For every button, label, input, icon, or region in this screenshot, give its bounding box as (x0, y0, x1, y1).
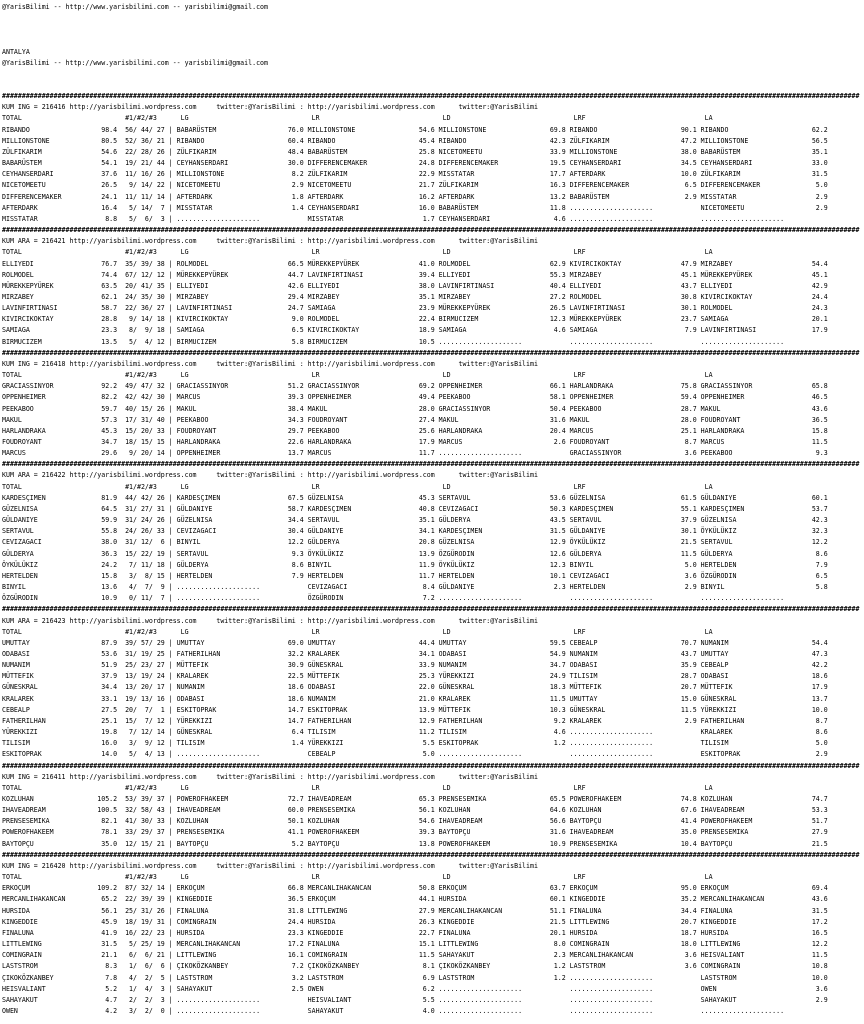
table-row: ODABASI 53.6 31/ 19/ 25 | FATHERILHAN 32.2 KRALAREK 34.1 ODABASI 54.9 NUMANIM 43.7 UMUTTAY 47.3 (2, 649, 832, 658)
separator-line: ######################################################################################################################################################################################################################## (2, 348, 860, 357)
section-header: KUM ING = 216418 http://yarisbilimi.wordpress.com twitter:@YarisBilimi : http://yarisbilimi.wordpress.com twitter:@YarisBilimi (2, 359, 538, 368)
column-header-line: TOTAL #1/#2/#3 LG LR LD LRF LA (2, 783, 713, 792)
blank-line (2, 80, 864, 91)
table-row: MARCUS 29.6 9/ 20/ 14 | OPPENHEIMER 13.7 MARCUS 11.7 ..................... GRACIASSINYOR 3.6 PEEKABOO 9.3 (2, 449, 832, 458)
table-row: HARLANDRAKA 45.3 15/ 20/ 33 | FOUDROYANT 29.7 PEEKABOO 25.6 HARLANDRAKA 20.4 MARCUS 25.1 HARLANDRAKA 15.8 (2, 426, 832, 435)
table-row: MIRZABEY 62.1 24/ 35/ 30 | MIRZABEY 29.4 MIRZABEY 35.1 MIRZABEY 27.2 ROLMODEL 30.8 KIVIRCIKOKTAY 24.4 (2, 292, 832, 301)
table-row: IHAVEADREAM 100.5 32/ 58/ 43 | IHAVEADREAM 60.0 PRENSESEMIKA 56.1 KOZLUHAN 64.6 KOZLUHAN 67.6 IHAVEADREAM 53.3 (2, 806, 832, 815)
table-row: ELLIYEDI 76.7 35/ 39/ 38 | ROLMODEL 66.5 MÜREKKEPYÜREK 41.0 ROLMODEL 62.9 KIVIRCIKOKTAY 47.9 MIRZABEY 54.4 (2, 259, 832, 268)
table-row: ÖYKÜLÜKIZ 24.2 7/ 11/ 18 | GÜLDERYA 8.6 BINYIL 11.9 ÖYKÜLÜKIZ 12.3 BINYIL 5.0 HERTELDEN 7.9 (2, 560, 832, 569)
table-row: SERTAVUL 55.8 24/ 26/ 33 | CEVIZAGACI 30.4 GÜLDANIYE 34.1 KARDESÇIMEN 31.5 GÜLDANIYE 30.1 ÖYKÜLÜKIZ 32.3 (2, 527, 832, 536)
table-row: ÇIKOKÖZKANBEY 7.8 4/ 2/ 5 | LASTSTROM 3.2 LASTSTROM 6.9 LASTSTROM 1.2 ..................... LASTSTROM 10.0 (2, 973, 832, 982)
contact-line-top: @YarisBilimi -- http://www.yarisbilimi.com -- yarisbilimi@gmail.com (2, 3, 268, 11)
table-row: CEBEALP 27.5 20/ 7/ 1 | ESKITOPRAK 14.7 ESKITOPRAK 13.9 MÜTTEFIK 10.3 GÜNESKRAL 11.5 YÜREKKIZI 10.0 (2, 705, 832, 714)
section-header: KUM ARA = 216421 http://yarisbilimi.wordpress.com twitter:@YarisBilimi : http://yarisbilimi.wordpress.com twitter:@YarisBilimi (2, 237, 538, 246)
table-row: OPPENHEIMER 82.2 42/ 42/ 30 | MARCUS 39.3 OPPENHEIMER 49.4 PEEKABOO 58.1 OPPENHEIMER 59.4 OPPENHEIMER 46.5 (2, 393, 832, 402)
section-header: KUM ING = 216416 http://yarisbilimi.wordpress.com twitter:@YarisBilimi : http://yarisbilimi.wordpress.com twitter:@YarisBilimi (2, 103, 538, 112)
separator-line: ######################################################################################################################################################################################################################## (2, 92, 860, 101)
column-header-line: TOTAL #1/#2/#3 LG LR LD LRF LA (2, 627, 713, 636)
table-row: KOZLUHAN 105.2 53/ 39/ 37 | POWEROFHAKEEM 72.7 IHAVEADREAM 65.3 PRENSESEMIKA 65.5 POWEROFHAKEEM 74.8 KOZLUHAN 74.7 (2, 795, 832, 804)
blank-line (2, 13, 864, 24)
column-header-line: TOTAL #1/#2/#3 LG LR LD LRF LA (2, 873, 713, 882)
table-row: NICETOMEETU 26.5 9/ 14/ 22 | NICETOMEETU 2.9 NICETOMEETU 21.7 ZÜLFIKARIM 16.3 DIFFERENCEMAKER 6.5 DIFFERENCEMAKER 5.0 (2, 181, 832, 190)
table-row: POWEROFHAKEEM 78.1 33/ 29/ 37 | PRENSESEMIKA 41.1 POWEROFHAKEEM 39.3 BAYTOPÇU 31.6 IHAVEADREAM 35.0 PRENSESEMIKA 27.9 (2, 828, 832, 837)
table-row: KIVIRCIKOKTAY 28.8 9/ 14/ 18 | KIVIRCIKOKTAY 9.0 ROLMODEL 22.4 BIRMUCIZEM 12.3 MÜREKKEPYÜREK 23.7 SAMIAGA 20.1 (2, 315, 832, 324)
table-row: FINALUNA 41.9 16/ 22/ 23 | HURSIDA 23.3 KINGEDDIE 22.7 FINALUNA 20.1 HURSIDA 18.7 HURSIDA 16.5 (2, 928, 832, 937)
table-row: AFTERDARK 16.4 5/ 14/ 7 | MISSTATAR 1.4 CEYHANSERDARI 16.0 BABARÜSTEM 11.8 ..................... NICETOMEETU 2.9 (2, 203, 832, 212)
table-row: NUMANIM 51.9 25/ 23/ 27 | MÜTTEFIK 30.9 GÜNESKRAL 33.9 NUMANIM 34.7 ODABASI 35.9 CEBEALP 42.2 (2, 661, 832, 670)
separator-line: ######################################################################################################################################################################################################################## (2, 226, 860, 235)
blank-line (2, 35, 864, 46)
table-row: CEVIZAGACI 38.0 31/ 12/ 6 | BINYIL 12.2 GÜLDERYA 20.8 GÜZELNISA 12.9 ÖYKÜLÜKIZ 21.5 SERTAVUL 12.2 (2, 538, 832, 547)
table-row: GÜZELNISA 64.5 31/ 27/ 31 | GÜLDANIYE 58.7 KARDESÇIMEN 40.8 CEVIZAGACI 50.3 KARDESÇIMEN 55.1 KARDESÇIMEN 53.7 (2, 504, 832, 513)
table-row: HERTELDEN 15.8 3/ 8/ 15 | HERTELDEN 7.9 HERTELDEN 11.7 HERTELDEN 10.1 CEVIZAGACI 3.6 ÖZGÜRODIN 6.5 (2, 571, 832, 580)
table-row: GÜNESKRAL 34.4 13/ 20/ 17 | NUMANIM 18.6 ODABASI 22.0 GÜNESKRAL 18.3 MÜTTEFIK 20.7 MÜTTEFIK 17.9 (2, 683, 832, 692)
table-row: MÜTTEFIK 37.9 13/ 19/ 24 | KRALAREK 22.5 MÜTTEFIK 25.3 YÜREKKIZI 24.9 TILISIM 28.7 ODABASI 18.6 (2, 672, 832, 681)
sections-container (2, 91, 864, 1017)
table-row: COMINGRAIN 21.1 6/ 6/ 21 | LITTLEWING 16.1 COMINGRAIN 11.5 SAHAYAKUT 2.3 MERCANLIHAKANCAN 3.6 HEISVALIANT 11.5 (2, 951, 832, 960)
table-row: MERCANLIHAKANCAN 65.2 22/ 39/ 39 | KINGEDDIE 36.5 ERKOÇUM 44.1 HURSIDA 60.1 KINGEDDIE 35.2 MERCANLIHAKANCAN 43.6 (2, 895, 832, 904)
table-row: SAMIAGA 23.3 8/ 9/ 18 | SAMIAGA 6.5 KIVIRCIKOKTAY 18.9 SAMIAGA 4.6 SAMIAGA 7.9 LAVINFIRTINASI 17.9 (2, 326, 832, 335)
table-row: BIRMUCIZEM 13.5 5/ 4/ 12 | BIRMUCIZEM 5.8 BIRMUCIZEM 10.5 ..................... ..................... ..................... (2, 337, 832, 346)
table-row: HEISVALIANT 5.2 1/ 4/ 3 | SAHAYAKUT 2.5 OWEN 6.2 ..................... ..................... OWEN 3.6 (2, 984, 832, 993)
section-header: KUM ING = 216420 http://yarisbilimi.wordpress.com twitter:@YarisBilimi : http://yarisbilimi.wordpress.com twitter:@YarisBilimi (2, 861, 538, 870)
table-row: BAYTOPÇU 35.0 12/ 15/ 21 | BAYTOPÇU 5.2 BAYTOPÇU 13.8 POWEROFHAKEEM 10.9 PRENSESEMIKA 10.4 BAYTOPÇU 21.5 (2, 839, 832, 848)
table-row: UMUTTAY 87.9 39/ 57/ 29 | UMUTTAY 69.0 UMUTTAY 44.4 UMUTTAY 59.5 CEBEALP 70.7 NUMANIM 54.4 (2, 638, 832, 647)
column-header-line: TOTAL #1/#2/#3 LG LR LD LRF LA (2, 482, 713, 491)
separator-line: ######################################################################################################################################################################################################################## (2, 761, 860, 770)
table-row: GRACIASSINYOR 92.2 49/ 47/ 32 | GRACIASSINYOR 51.2 GRACIASSINYOR 69.2 OPPENHEIMER 66.1 HARLANDRAKA 75.8 GRACIASSINYOR 65.8 (2, 382, 832, 391)
blank-line (2, 24, 864, 35)
column-header-line: TOTAL #1/#2/#3 LG LR LD LRF LA (2, 248, 713, 257)
contact-line: @YarisBilimi -- http://www.yarisbilimi.com -- yarisbilimi@gmail.com (2, 58, 268, 67)
table-row: FATHERILHAN 25.1 15/ 7/ 12 | YÜREKKIZI 14.7 FATHERILHAN 12.9 FATHERILHAN 9.2 KRALAREK 2.9 FATHERILHAN 8.7 (2, 716, 832, 725)
column-header-line: TOTAL #1/#2/#3 LG LR LD LRF LA (2, 114, 713, 123)
table-row: FOUDROYANT 34.7 18/ 15/ 15 | HARLANDRAKA 22.6 HARLANDRAKA 17.9 MARCUS 2.6 FOUDROYANT 8.7 MARCUS 11.5 (2, 438, 832, 447)
table-row: LITTLEWING 31.5 5/ 25/ 19 | MERCANLIHAKANCAN 17.2 FINALUNA 15.1 LITTLEWING 8.0 COMINGRAIN 18.0 LITTLEWING 12.2 (2, 940, 832, 949)
table-row: SAHAYAKUT 4.7 2/ 2/ 3 | ..................... HEISVALIANT 5.5 ..................... ..................... SAHAYAKUT 2.9 (2, 995, 832, 1004)
table-row: PEEKABOO 59.7 40/ 15/ 26 | MAKUL 38.4 MAKUL 28.0 GRACIASSINYOR 50.4 PEEKABOO 28.7 MAKUL 43.6 (2, 404, 832, 413)
table-row: DIFFERENCEMAKER 24.1 11/ 11/ 14 | AFTERDARK 1.8 AFTERDARK 16.2 AFTERDARK 13.2 BABARÜSTEM 2.9 MISSTATAR 2.9 (2, 192, 832, 201)
separator-line: ######################################################################################################################################################################################################################## (2, 605, 860, 614)
section-header: KUM ING = 216411 http://yarisbilimi.wordpress.com twitter:@YarisBilimi : http://yarisbilimi.wordpress.com twitter:@YarisBilimi (2, 772, 538, 781)
table-row: ERKOÇUM 109.2 87/ 32/ 14 | ERKOÇUM 66.8 MERCANLIHAKANCAN 50.8 ERKOÇUM 63.7 ERKOÇUM 95.0 ERKOÇUM 69.4 (2, 884, 832, 893)
section-header: KUM ARA = 216422 http://yarisbilimi.wordpress.com twitter:@YarisBilimi : http://yarisbilimi.wordpress.com twitter:@YarisBilimi (2, 471, 538, 480)
city-label: ANTALYA (2, 47, 30, 56)
table-row: MILLIONSTONE 80.5 52/ 36/ 21 | RIBANDO 60.4 RIBANDO 45.4 RIBANDO 42.3 ZÜLFIKARIM 47.2 MILLIONSTONE 56.5 (2, 136, 832, 145)
section-header: KUM ARA = 216423 http://yarisbilimi.wordpress.com twitter:@YarisBilimi : http://yarisbilimi.wordpress.com twitter:@YarisBilimi (2, 616, 538, 625)
table-row: BINYIL 13.6 4/ 7/ 9 | ..................... CEVIZAGACI 8.4 GÜLDANIYE 2.3 HERTELDEN 2.9 BINYIL 5.8 (2, 583, 832, 592)
table-row: HURSIDA 56.1 25/ 31/ 26 | FINALUNA 31.8 LITTLEWING 27.9 MERCANLIHAKANCAN 51.1 FINALUNA 34.4 FINALUNA 31.5 (2, 906, 832, 915)
table-row: GÜLDANIYE 59.9 31/ 24/ 26 | GÜZELNISA 34.4 SERTAVUL 35.1 GÜLDERYA 43.5 SERTAVUL 37.9 GÜZELNISA 42.3 (2, 516, 832, 525)
table-row: ZÜLFIKARIM 54.6 22/ 28/ 26 | ZÜLFIKARIM 48.4 BABARÜSTEM 25.8 NICETOMEETU 33.9 MILLIONSTONE 38.0 BABARÜSTEM 35.1 (2, 147, 832, 156)
table-row: KRALAREK 33.1 19/ 13/ 16 | ODABASI 18.6 NUMANIM 21.0 KRALAREK 11.5 UMUTTAY 15.0 GÜNESKRAL 13.7 (2, 694, 832, 703)
separator-line: ######################################################################################################################################################################################################################## (2, 460, 860, 469)
table-row: YÜREKKIZI 19.8 7/ 12/ 14 | GÜNESKRAL 6.4 TILISIM 11.2 TILISIM 4.6 ..................... KRALAREK 8.6 (2, 728, 832, 737)
blank-line (2, 69, 864, 80)
table-row: KARDESÇIMEN 81.9 44/ 42/ 26 | KARDESÇIMEN 67.5 GÜZELNISA 45.3 SERTAVUL 53.6 GÜZELNISA 61.5 GÜLDANIYE 60.1 (2, 493, 832, 502)
table-row: LAVINFIRTINASI 58.7 22/ 36/ 27 | LAVINFIRTINASI 24.7 SAMIAGA 23.9 MÜREKKEPYÜREK 26.5 LAVINFIRTINASI 30.1 ROLMODEL 24.3 (2, 304, 832, 313)
table-row: MISSTATAR 8.8 5/ 6/ 3 | ..................... MISSTATAR 1.7 CEYHANSERDARI 4.6 ..................... ..................... (2, 214, 832, 223)
table-row: MÜREKKEPYÜREK 63.5 20/ 41/ 35 | ELLIYEDI 42.6 ELLIYEDI 38.0 LAVINFIRTINASI 40.4 ELLIYEDI 43.7 ELLIYEDI 42.9 (2, 281, 832, 290)
table-row: GÜLDERYA 36.3 15/ 22/ 19 | SERTAVUL 9.3 ÖYKÜLÜKIZ 13.9 ÖZGÜRODIN 12.6 GÜLDERYA 11.5 GÜLDERYA 8.6 (2, 549, 832, 558)
column-header-line: TOTAL #1/#2/#3 LG LR LD LRF LA (2, 371, 713, 380)
table-row: CEYHANSERDARI 37.6 11/ 16/ 26 | MILLIONSTONE 8.2 ZÜLFIKARIM 22.9 MISSTATAR 17.7 AFTERDARK 10.0 ZÜLFIKARIM 31.5 (2, 170, 832, 179)
separator-line: ######################################################################################################################################################################################################################## (2, 850, 860, 859)
table-row: ÖZGÜRODIN 10.9 0/ 11/ 7 | ..................... ÖZGÜRODIN 7.2 ..................... ..................... ..................... (2, 594, 832, 603)
table-row: OWEN 4.2 3/ 2/ 0 | ..................... SAHAYAKUT 4.0 ..................... ..................... ..................... (2, 1006, 832, 1015)
table-row: ESKITOPRAK 14.0 5/ 4/ 13 | ..................... CEBEALP 5.0 ..................... ..................... ESKITOPRAK 2.9 (2, 750, 832, 759)
table-row: LASTSTROM 8.3 1/ 6/ 6 | ÇIKOKÖZKANBEY 7.2 ÇIKOKÖZKANBEY 8.1 ÇIKOKÖZKANBEY 1.2 LASTSTROM 3.6 COMINGRAIN 10.8 (2, 962, 832, 971)
table-row: KINGEDDIE 45.9 18/ 19/ 31 | COMINGRAIN 24.4 HURSIDA 26.3 KINGEDDIE 21.5 LITTLEWING 20.7 KINGEDDIE 17.2 (2, 917, 832, 926)
table-row: MAKUL 57.3 17/ 31/ 40 | PEEKABOO 34.3 FOUDROYANT 27.4 MAKUL 31.6 MAKUL 28.0 FOUDROYANT 36.5 (2, 415, 832, 424)
table-row: BABARÜSTEM 54.1 19/ 21/ 44 | CEYHANSERDARI 30.0 DIFFERENCEMAKER 24.8 DIFFERENCEMAKER 19.5 CEYHANSERDARI 34.5 CEYHANSERDARI 33.0 (2, 159, 832, 168)
table-row: TILISIM 16.0 3/ 9/ 12 | TILISIM 1.4 YÜREKKIZI 5.5 ESKITOPRAK 1.2 ..................... TILISIM 5.0 (2, 739, 832, 748)
table-row: RIBANDO 98.4 56/ 44/ 27 | BABARÜSTEM 76.0 MILLIONSTONE 54.6 MILLIONSTONE 69.8 RIBANDO 90.1 RIBANDO 62.2 (2, 125, 832, 134)
table-row: ROLMODEL 74.4 67/ 12/ 12 | MÜREKKEPYÜREK 44.7 LAVINFIRTINASI 39.4 ELLIYEDI 55.3 MIRZABEY 45.1 MÜREKKEPYÜREK 45.1 (2, 270, 832, 279)
table-row: PRENSESEMIKA 82.1 41/ 30/ 33 | KOZLUHAN 50.1 KOZLUHAN 54.6 IHAVEADREAM 56.6 BAYTOPÇU 41.4 POWEROFHAKEEM 51.7 (2, 817, 832, 826)
